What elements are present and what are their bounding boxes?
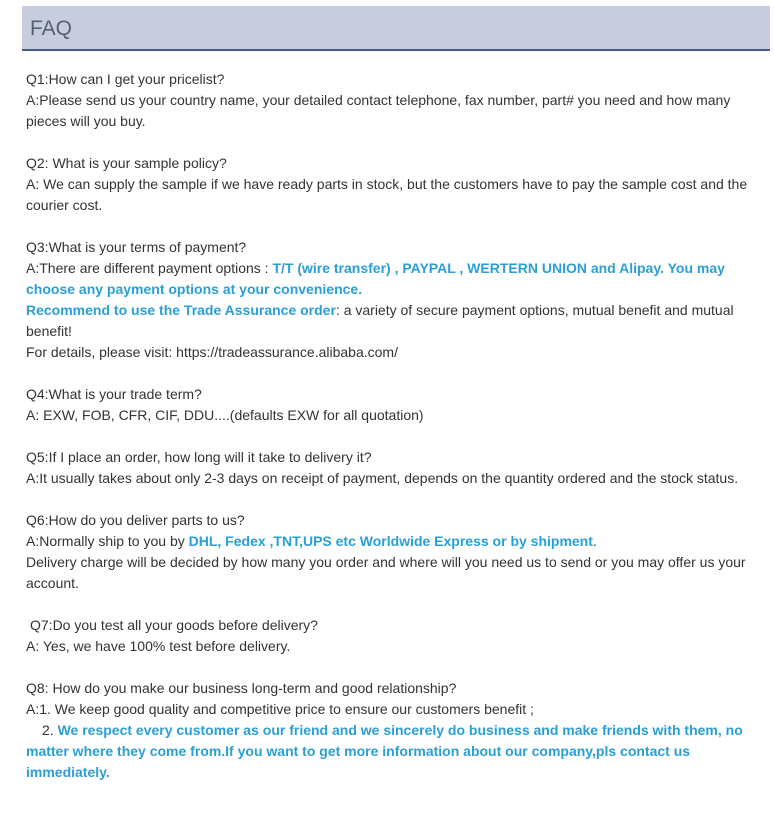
trade-assurance-highlight: Recommend to use the Trade Assurance order <box>26 302 336 318</box>
customer-respect-highlight: We respect every customer as our friend and we sincerely do business and make friends with them, no matter where they come from.If you want to get more information about our company,pls contact us immediately. <box>26 722 743 780</box>
faq-answer-3-recommend <box>26 300 766 342</box>
shipping-methods-highlight: DHL, Fedex ,TNT,UPS etc Worldwide Express or by shipment <box>188 533 593 549</box>
faq-header <box>22 6 770 51</box>
faq-question-1: Q1:How can I get your pricelist? <box>26 71 225 87</box>
faq-list <box>26 69 766 783</box>
faq-answer-6-prefix: A:Normally ship to you by <box>26 533 189 549</box>
faq-question-4: Q4:What is your trade term? <box>26 386 202 402</box>
faq-answer-4: A: EXW, FOB, CFR, CIF, DDU....(defaults EXW for all quotation) <box>26 407 424 423</box>
faq-answer-2: A: We can supply the sample if we have ready parts in stock, but the customers have to pay the sample cost and the courier cost. <box>26 176 748 213</box>
faq-answer-1: A:Please send us your country name, your detailed contact telephone, fax number, part# you need and how many pieces will you buy. <box>26 92 731 129</box>
faq-question-6: Q6:How do you deliver parts to us? <box>26 512 245 528</box>
faq-answer-7: A: Yes, we have 100% test before delivery. <box>26 638 291 654</box>
faq-question-5: Q5:If I place an order, how long will it take to delivery it? <box>26 449 372 465</box>
payment-options-highlight: T/T (wire transfer) , PAYPAL , WERTERN UNION and Alipay. You may choose any payment options at your convenience. <box>26 260 725 297</box>
faq-question-8: Q8: How do you make our business long-term and good relationship? <box>26 680 457 696</box>
trade-assurance-text: : a variety of secure payment options, mutual benefit and mutual benefit! <box>26 302 734 339</box>
faq-answer-8-2-number: 2. <box>42 722 58 738</box>
faq-question-3: Q3:What is your terms of payment? <box>26 239 247 255</box>
faq-answer-8-2 <box>26 720 766 783</box>
page-title: FAQ <box>30 17 73 40</box>
faq-answer-6-charge: Delivery charge will be decided by how many you order and where will you need us to send or you may offer us your account. <box>26 554 746 591</box>
faq-answer-8-1: A:1. We keep good quality and competitive price to ensure our customers benefit ; <box>26 701 534 717</box>
faq-question-7: Q7:Do you test all your goods before delivery? <box>30 617 318 633</box>
faq-question-2: Q2: What is your sample policy? <box>26 155 227 171</box>
faq-answer-3-prefix: A:There are different payment options : <box>26 260 273 276</box>
faq-answer-6-suffix: . <box>592 533 597 549</box>
faq-answer-6 <box>26 531 766 552</box>
faq-answer-3 <box>26 258 766 300</box>
faq-answer-5: A:It usually takes about only 2-3 days on receipt of payment, depends on the quantity ordered and the stock status. <box>26 470 739 486</box>
faq-answer-3-details: For details, please visit: https://tradeassurance.alibaba.com/ <box>26 344 398 360</box>
